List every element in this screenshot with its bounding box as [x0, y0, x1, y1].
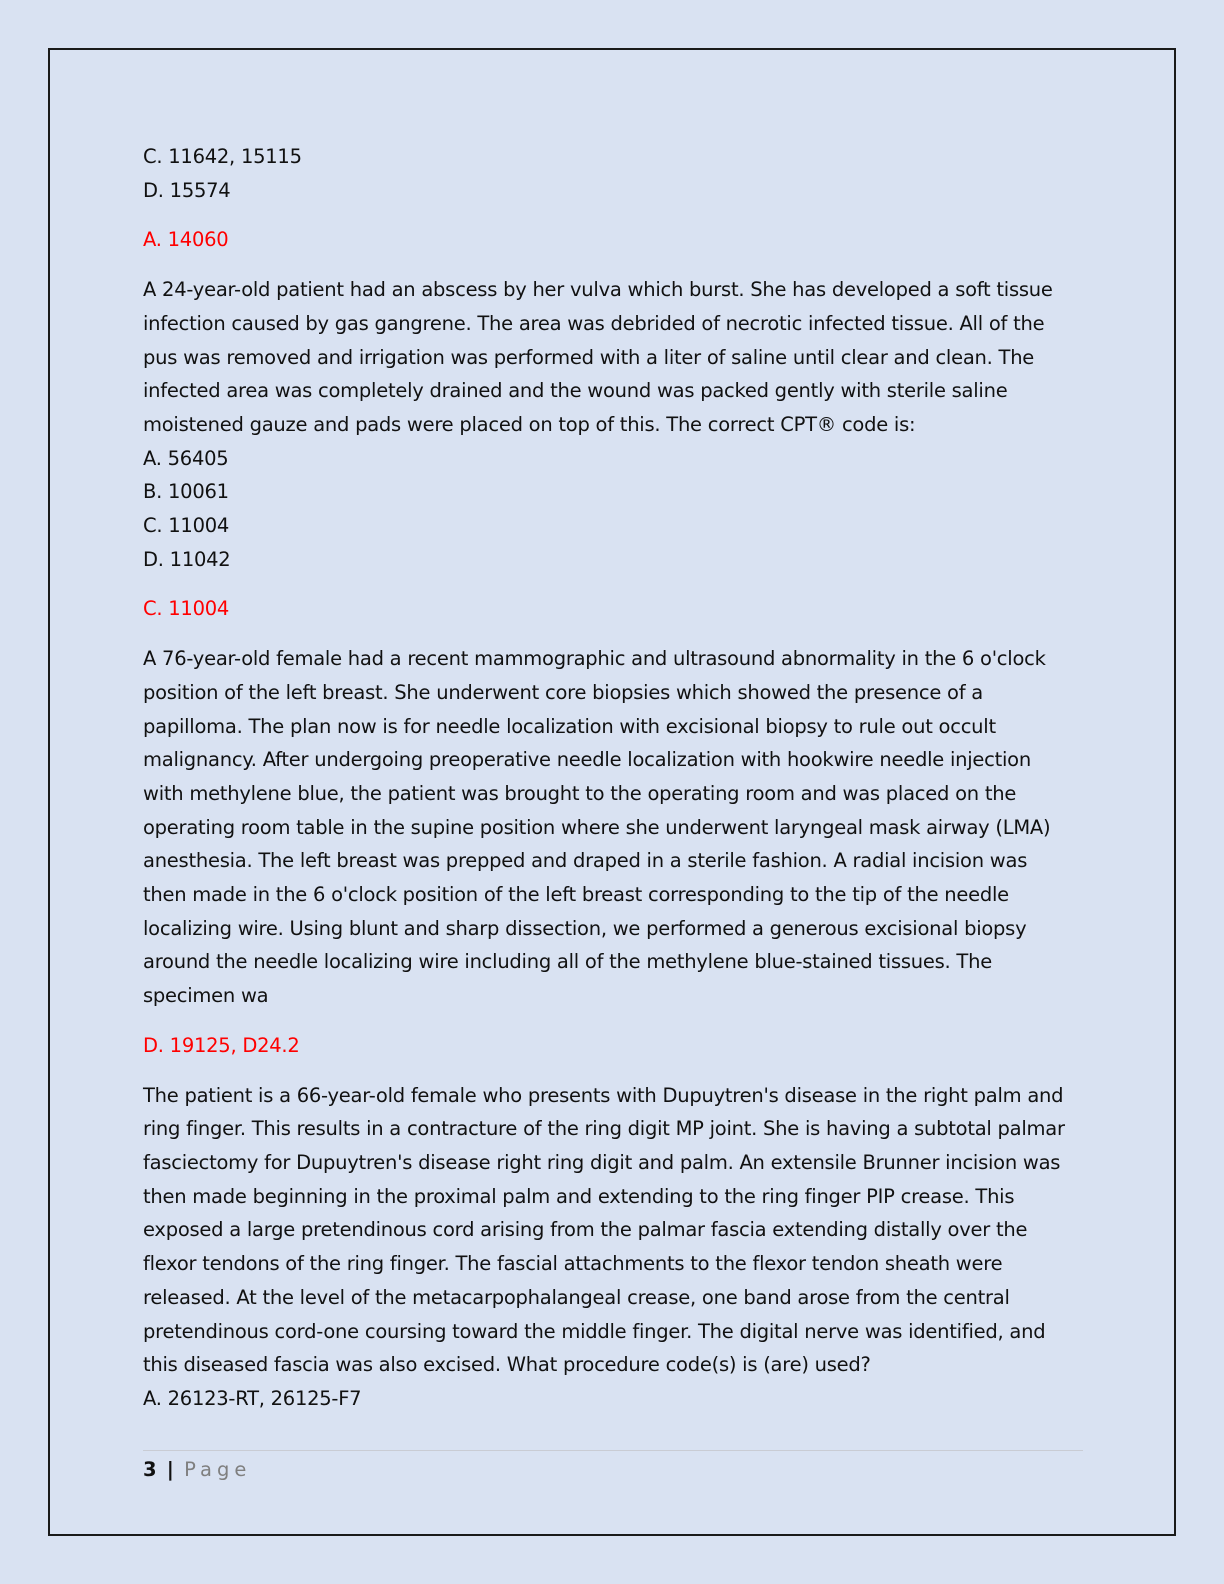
question-line: then made in the 6 o'clock position of the left breast corresponding to the tip of the needle [143, 883, 1009, 907]
option-d: D. 15574 [143, 178, 231, 202]
question-line: The patient is a 66-year-old female who presents with Dupuytren's disease in the right palm and [143, 1083, 1064, 1107]
footer-separator: | [166, 1458, 174, 1481]
question-line: A 24-year-old patient had an abscess by her vulva which burst. She has developed a soft tissue [143, 278, 1053, 302]
question-line: infection caused by gas gangrene. The area was debrided of necrotic infected tissue. All of the [143, 311, 1045, 335]
question-paragraph [143, 642, 1083, 1013]
question-line: localizing wire. Using blunt and sharp dissection, we performed a generous excisional biopsy [143, 916, 1027, 940]
question-line: then made beginning in the proximal palm and extending to the ring finger PIP crease. This [143, 1184, 1015, 1208]
footer-divider [143, 1450, 1083, 1451]
question-line: moistened gauze and pads were placed on top of this. The correct CPT® code is: [143, 412, 916, 436]
question-line: infected area was completely drained and the wound was packed gently with sterile saline [143, 379, 1008, 403]
answer-text: C. 11004 [143, 597, 230, 621]
question-line: papilloma. The plan now is for needle localization with excisional biopsy to rule out occult [143, 714, 996, 738]
question-line: operating room table in the supine position where she underwent laryngeal mask airway (LMA) [143, 815, 1051, 839]
question-line: position of the left breast. She underwent core biopsies which showed the presence of a [143, 680, 983, 704]
option-c: C. 11004 [143, 514, 230, 538]
answer-text: D. 19125, D24.2 [143, 1033, 300, 1057]
question-line: A 76-year-old female had a recent mammographic and ultrasound abnormality in the 6 o'clock [143, 647, 1046, 671]
question-line: fasciectomy for Dupuytren's disease right ring digit and palm. An extensile Brunner incision was [143, 1150, 1061, 1174]
question-line: anesthesia. The left breast was prepped and draped in a sterile fashion. A radial incision was [143, 849, 1028, 873]
question-line: released. At the level of the metacarpophalangeal crease, one band arose from the central [143, 1285, 1010, 1309]
option-a: A. 26123-RT, 26125-F7 [143, 1386, 362, 1410]
question-line: exposed a large pretendinous cord arising from the palmar fascia extending distally over the [143, 1218, 1028, 1242]
question-line: specimen wa [143, 984, 269, 1008]
question-paragraph [143, 1079, 1083, 1416]
option-b: B. 10061 [143, 480, 229, 504]
page-number: 3 [143, 1458, 157, 1481]
question-line: malignancy. After undergoing preoperative needle localization with hookwire needle injection [143, 748, 1031, 772]
question-line: around the needle localizing wire including all of the methylene blue-stained tissues. The [143, 950, 992, 974]
question-line: with methylene blue, the patient was brought to the operating room and was placed on the [143, 781, 1017, 805]
option-a: A. 56405 [143, 446, 229, 470]
question-line: pus was removed and irrigation was performed with a liter of saline until clear and clean. The [143, 345, 1035, 369]
page-footer [143, 1456, 251, 1484]
question-line: ring finger. This results in a contracture of the ring digit MP joint. She is having a subtotal palmar [143, 1117, 1065, 1141]
answer-text: A. 14060 [143, 228, 229, 252]
option-c: C. 11642, 15115 [143, 145, 302, 168]
option-d: D. 11042 [143, 547, 231, 571]
page-label: Page [184, 1458, 252, 1481]
question-line: pretendinous cord-one coursing toward the middle finger. The digital nerve was identified, and [143, 1319, 1046, 1343]
question-line: flexor tendons of the ring finger. The fascial attachments to the flexor tendon sheath were [143, 1252, 1003, 1276]
options-list [143, 140, 1083, 207]
document-body [143, 140, 1083, 1416]
question-paragraph [143, 273, 1083, 576]
question-line: this diseased fascia was also excised. What procedure code(s) is (are) used? [143, 1353, 871, 1377]
